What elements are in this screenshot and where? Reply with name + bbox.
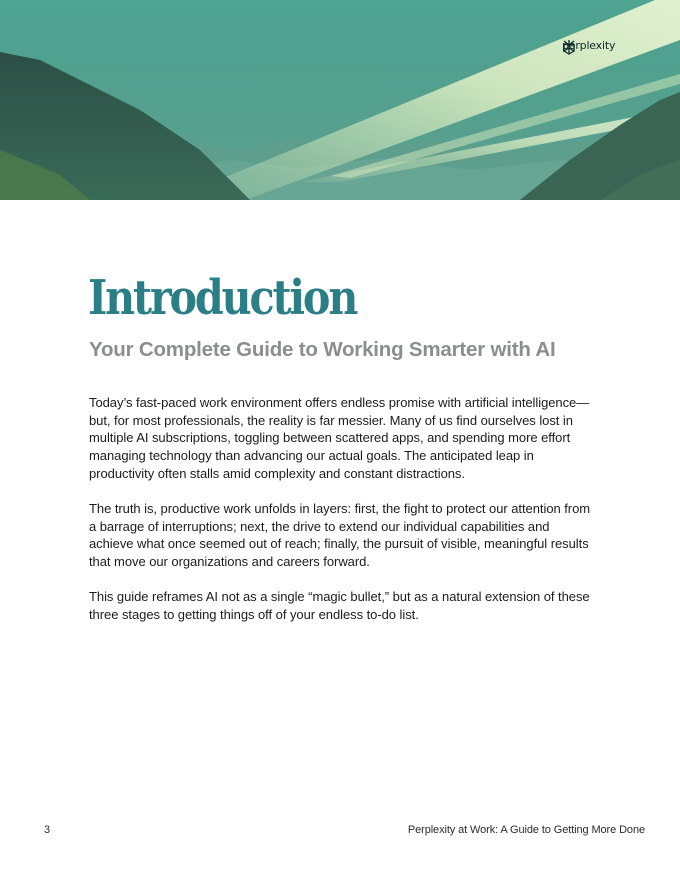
footer-title: Perplexity at Work: A Guide to Getting More Done xyxy=(407,824,645,836)
paragraph: This guide reframes AI not as a single “magic bullet,” but as a natural extension of these three stages to getting things off of your endless to-do list. xyxy=(89,589,590,623)
body-text xyxy=(89,394,594,641)
page-title: Introduction xyxy=(88,270,357,326)
page-number: 3 xyxy=(44,824,51,836)
brand-name: perplexity xyxy=(562,39,616,52)
landscape-illustration xyxy=(0,0,680,200)
brand-logo xyxy=(562,39,615,52)
perplexity-logo-icon xyxy=(562,39,576,55)
page-subtitle: Your Complete Guide to Working Smarter with AI xyxy=(89,338,556,361)
paragraph: Today’s fast-paced work environment offers endless promise with artificial intelligence—but, for most professionals, the reality is far messier. Many of us find ourselves lost in multiple AI subscriptions, toggling between scattered apps, and spending more effort managing technology than advancing our actual goals. The anticipated leap in productivity often stalls amid complexity and constant distractions. xyxy=(89,395,590,481)
paragraph: The truth is, productive work unfolds in layers: first, the fight to protect our attention from a barrage of interruptions; next, the drive to extend our individual capabilities and achieve what once seemed out of reach; finally, the pursuit of visible, meaningful results that move our organizations and careers forward. xyxy=(89,501,591,570)
hero-banner xyxy=(0,0,680,200)
